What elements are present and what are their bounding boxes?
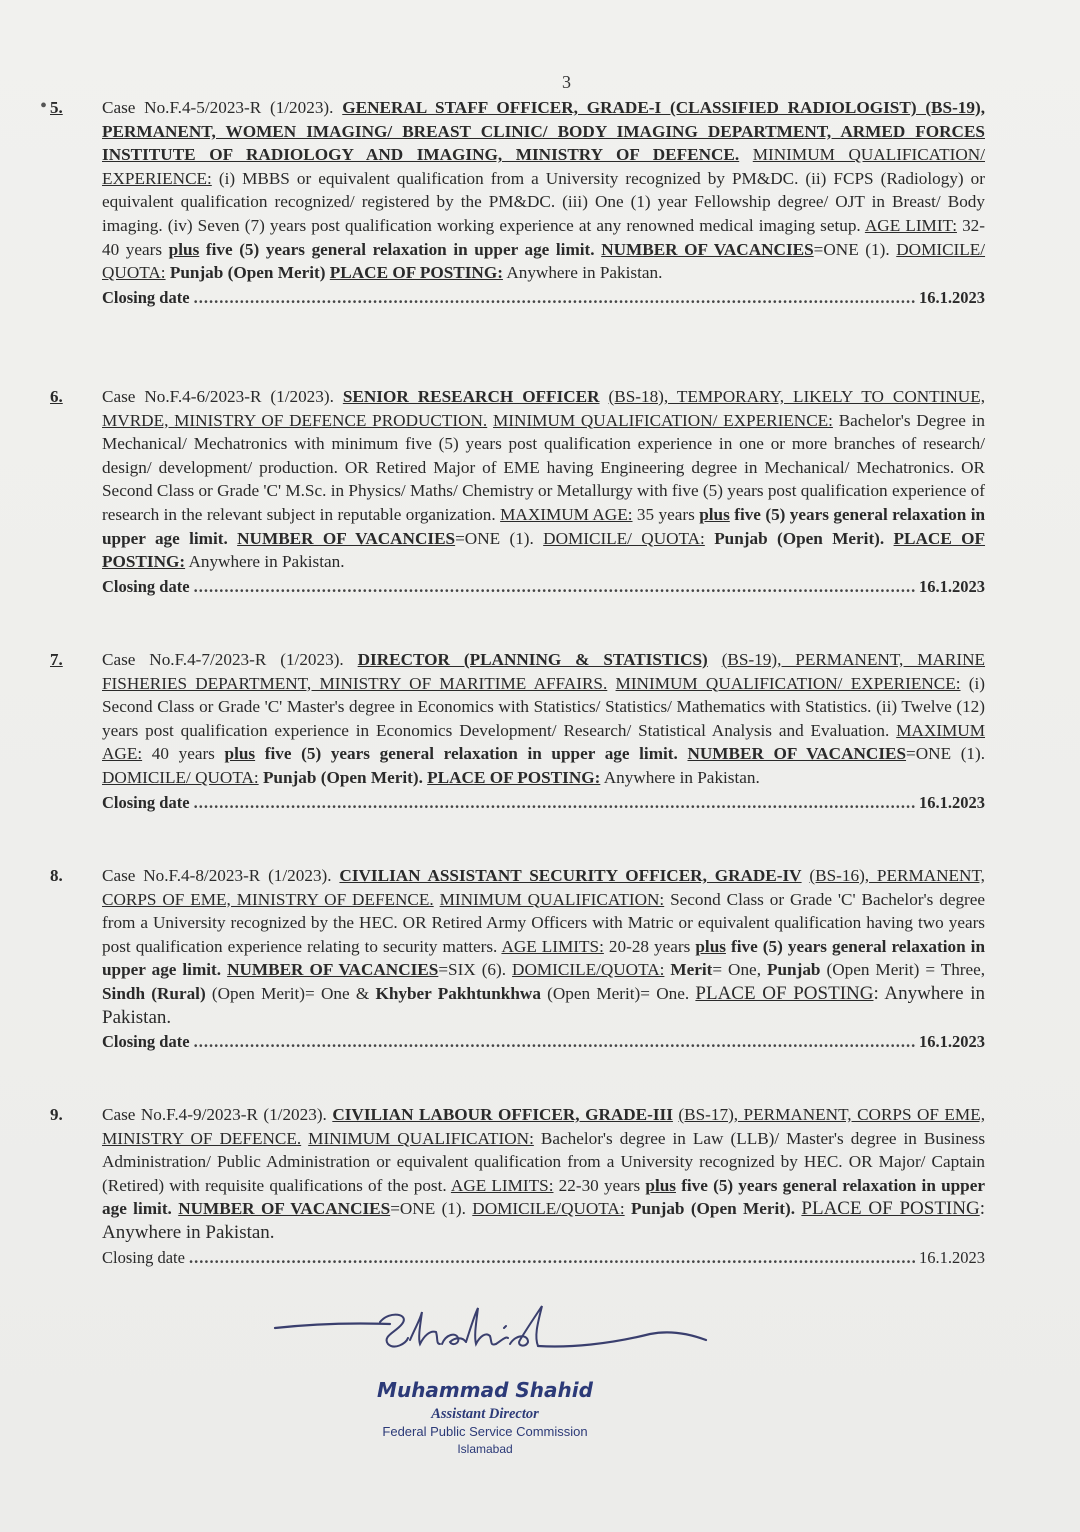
item-number: 9. bbox=[50, 1105, 63, 1124]
closing-date: 16.1.2023 bbox=[919, 576, 985, 596]
domicile-label: DOMICILE/ QUOTA: bbox=[102, 239, 986, 283]
domicile-label: DOMICILE/QUOTA: bbox=[512, 960, 665, 980]
vacancies-label: NUMBER OF VACANCIES bbox=[687, 744, 907, 764]
age-text: 20-28 years bbox=[608, 936, 691, 956]
domicile-text: Punjab (Open Merit). bbox=[714, 528, 885, 548]
case-number: Case No.F.4-9/2023-R (1/2023). bbox=[102, 1105, 327, 1124]
domicile-label: DOMICILE/ QUOTA: bbox=[543, 528, 705, 548]
quota-kp-value: (Open Merit)= One. bbox=[547, 983, 690, 1003]
quota-punjab: Punjab bbox=[767, 960, 821, 980]
dot-leader bbox=[194, 575, 915, 599]
vacancies-text: =ONE (1). bbox=[390, 1199, 466, 1219]
relaxation-text: five (5) years general relaxation in upper age limit. bbox=[205, 239, 595, 259]
relaxation-text: five (5) years general relaxation in upper age limit. bbox=[102, 504, 986, 548]
closing-date: 16.1.2023 bbox=[919, 287, 985, 307]
closing-date: 16.1.2023 bbox=[919, 1032, 985, 1052]
plus-text: plus bbox=[645, 1175, 676, 1195]
closing-date: 16.1.2023 bbox=[919, 792, 985, 812]
item-number: 6. bbox=[50, 387, 63, 406]
dot-leader bbox=[194, 791, 915, 815]
qualification-label: MINIMUM QUALIFICATION/ EXPERIENCE: bbox=[492, 410, 833, 430]
posting-label: PLACE OF POSTING: bbox=[102, 528, 986, 572]
age-text: 22-30 years bbox=[558, 1175, 641, 1195]
domicile-text: Punjab (Open Merit). bbox=[262, 767, 423, 787]
plus-text: plus bbox=[168, 239, 200, 259]
post-title-rest: (BS-19), PERMANENT, MARINE FISHERIES DEPARTMENT, MINISTRY OF MARITIME AFFAIRS. bbox=[102, 650, 986, 693]
age-label: MAXIMUM AGE: bbox=[102, 720, 985, 764]
quota-sindh: Sindh (Rural) bbox=[102, 983, 206, 1003]
item-number: 7. bbox=[50, 650, 63, 669]
relaxation-text: five (5) years general relaxation in upper age limit. bbox=[102, 936, 986, 980]
post-title-rest: (BS-17), PERMANENT, CORPS OF EME, MINISTRY OF DEFENCE. bbox=[102, 1105, 986, 1148]
posting-label: PLACE OF POSTING: bbox=[329, 263, 503, 283]
posting-text: Anywhere in Pakistan. bbox=[188, 552, 345, 572]
signatory-name: Muhammad Shahid bbox=[377, 1378, 593, 1402]
age-label: AGE LIMIT: bbox=[864, 215, 957, 235]
post-title: CIVILIAN ASSISTANT SECURITY OFFICER, GRADE-IV bbox=[339, 866, 802, 885]
age-text: 35 years bbox=[636, 504, 695, 524]
qualification-label: MINIMUM QUALIFICATION: bbox=[308, 1128, 534, 1148]
dot-leader bbox=[194, 286, 915, 310]
closing-date-row bbox=[102, 791, 985, 815]
quota-merit-value: = One, bbox=[712, 960, 761, 980]
posting-label: PLACE OF POSTING bbox=[695, 982, 874, 1004]
vacancies-label: NUMBER OF VACANCIES bbox=[237, 528, 456, 548]
domicile-label: DOMICILE/ QUOTA: bbox=[102, 767, 259, 787]
posting-text: Anywhere in Pakistan. bbox=[603, 767, 760, 787]
vacancies-label: NUMBER OF VACANCIES bbox=[227, 960, 439, 980]
post-title-rest: (BS-18), TEMPORARY, LIKELY TO CONTINUE, MVRDE, MINISTRY OF DEFENCE PRODUCTION. bbox=[102, 387, 985, 430]
vacancy-item-9 bbox=[50, 1103, 985, 1269]
domicile-label: DOMICILE/QUOTA: bbox=[472, 1199, 625, 1219]
vacancies-text: =ONE (1). bbox=[813, 239, 890, 259]
age-label: AGE LIMITS: bbox=[450, 1175, 554, 1195]
post-title-rest: (BS-16), PERMANENT, CORPS OF EME, MINISTRY OF DEFENCE. bbox=[102, 866, 985, 909]
vacancies-text: =SIX (6). bbox=[438, 960, 507, 980]
qualification-text: (i) MBBS or equivalent qualification from a University recognized by PM&DC. (ii) FCPS (Radiology) or equivalent qualification recognized/ registered by the PM&DC. (iii) One (1) year Fellowship degree/ OJT in Breast/ Body imaging. (iv) Seven (7) years post qualification working experience at any renowned medical imaging setup. bbox=[102, 168, 985, 235]
closing-date-label: Closing date bbox=[102, 1247, 185, 1267]
domicile-text: Punjab (Open Merit). bbox=[630, 1199, 796, 1219]
vacancy-item-8 bbox=[50, 864, 985, 1054]
item-body bbox=[102, 648, 985, 814]
quota-sindh-value: (Open Merit)= One & bbox=[211, 983, 370, 1003]
post-title: CIVILIAN LABOUR OFFICER, GRADE-III bbox=[332, 1105, 673, 1124]
signatory-city: Islamabad bbox=[457, 1442, 513, 1456]
signature-block bbox=[270, 1300, 740, 1500]
dot-leader bbox=[189, 1246, 915, 1270]
qualification-label: MINIMUM QUALIFICATION/ EXPERIENCE: bbox=[615, 673, 961, 693]
vacancies-label: NUMBER OF VACANCIES bbox=[178, 1199, 391, 1219]
case-number: Case No.F.4-6/2023-R (1/2023). bbox=[102, 387, 334, 406]
posting-label: PLACE OF POSTING: bbox=[427, 767, 601, 787]
relaxation-text: five (5) years general relaxation in upper age limit. bbox=[102, 1175, 985, 1219]
posting-label: PLACE OF POSTING bbox=[801, 1198, 980, 1220]
closing-date-label: Closing date bbox=[102, 792, 190, 812]
vacancies-label: NUMBER OF VACANCIES bbox=[601, 239, 814, 259]
posting-text: Anywhere in Pakistan. bbox=[506, 263, 663, 283]
post-title: GENERAL STAFF OFFICER, GRADE-I (CLASSIFIED RADIOLOGIST) (BS-19), PERMANENT, WOMEN IMAGING/ BREAST CLINIC/ BODY IMAGING DEPARTMENT, ARMED FORCES INSTITUTE OF RADIOLOGY AND IMAGING, MINISTRY OF DEFENCE. bbox=[102, 98, 985, 165]
age-label: AGE LIMITS: bbox=[501, 936, 604, 956]
page-number: 3 bbox=[562, 72, 571, 92]
margin-mark: • bbox=[40, 95, 48, 117]
vacancies-text: =ONE (1). bbox=[906, 744, 986, 764]
quota-merit: Merit bbox=[670, 960, 713, 980]
qualification-text: Second Class or Grade 'C' Bachelor's degree from a University recognized by the HEC. OR Retired Army Officers with Matric or equivalent qualification having two years post qualification experience relating to security matters. bbox=[102, 889, 986, 956]
item-body bbox=[102, 864, 985, 1054]
case-number: Case No.F.4-8/2023-R (1/2023). bbox=[102, 866, 332, 885]
posting-text: : Anywhere in Pakistan. bbox=[102, 1198, 985, 1243]
qualification-text: Bachelor's degree in Law (LLB)/ Master's degree in Business Administration/ Public Administration or equivalent qualification from a University recognized by HEC. OR Major/ Captain (Retired) with requisite qualifications of the post. bbox=[102, 1128, 986, 1195]
item-body bbox=[102, 96, 985, 309]
case-number: Case No.F.4-5/2023-R (1/2023). bbox=[102, 98, 334, 117]
age-text: 40 years bbox=[151, 744, 215, 764]
quota-punjab-value: (Open Merit) = Three, bbox=[826, 960, 986, 980]
closing-date-label: Closing date bbox=[102, 1032, 190, 1052]
closing-date-row bbox=[102, 286, 985, 310]
item-number: 8. bbox=[50, 866, 63, 885]
age-text: 32-40 years bbox=[102, 215, 985, 259]
vacancy-item-5 bbox=[50, 96, 985, 309]
dot-leader bbox=[194, 1030, 915, 1054]
plus-text: plus bbox=[695, 936, 726, 956]
vacancy-item-7 bbox=[50, 648, 985, 814]
closing-date-label: Closing date bbox=[102, 287, 190, 307]
quota-kp: Khyber Pakhtunkhwa bbox=[375, 983, 541, 1003]
qualification-label: MINIMUM QUALIFICATION: bbox=[439, 889, 665, 909]
case-number: Case No.F.4-7/2023-R (1/2023). bbox=[102, 650, 344, 669]
signatory-organization: Federal Public Service Commission bbox=[382, 1424, 588, 1439]
age-label: MAXIMUM AGE: bbox=[500, 504, 633, 524]
domicile-text: Punjab (Open Merit) bbox=[169, 263, 326, 283]
closing-date-row bbox=[102, 1030, 985, 1054]
handwritten-signature bbox=[270, 1300, 740, 1380]
post-title: DIRECTOR (PLANNING & STATISTICS) bbox=[357, 650, 708, 669]
post-title: SENIOR RESEARCH OFFICER bbox=[342, 387, 600, 406]
signatory-title: Assistant Director bbox=[431, 1406, 539, 1422]
closing-date-label: Closing date bbox=[102, 576, 190, 596]
plus-text: plus bbox=[224, 744, 256, 764]
qualification-label: MINIMUM QUALIFICATION/ EXPERIENCE: bbox=[102, 145, 985, 188]
closing-date-row bbox=[102, 1246, 985, 1270]
item-body bbox=[102, 1103, 985, 1269]
relaxation-text: five (5) years general relaxation in upper age limit. bbox=[264, 744, 678, 764]
qualification-text: Bachelor's Degree in Mechanical/ Mechatronics with minimum five (5) years post qualification experience in one or more branches of research/ design/ development/ production. OR Retired Major of EME having Engineering degree in Mechanical/ Mechatronics. OR Second Class or Grade 'C' M.Sc. in Physics/ Maths/ Chemistry or Metallurgy with five (5) years post qualification experience of research in the relevant subject in reputable organization. bbox=[102, 410, 985, 524]
vacancy-item-6 bbox=[50, 385, 985, 598]
qualification-text: (i) Second Class or Grade 'C' Master's degree in Economics with Statistics/ Statistics/ Mathematics with Statistics. (ii) Twelve (12) years post qualification experience in Economics Development/ Research/ Statistical Analysis and Evaluation. bbox=[102, 673, 985, 740]
posting-text: : Anywhere in Pakistan. bbox=[102, 982, 986, 1028]
item-body bbox=[102, 385, 985, 598]
plus-text: plus bbox=[699, 504, 730, 524]
vacancies-text: =ONE (1). bbox=[455, 528, 534, 548]
item-number: 5. bbox=[50, 98, 63, 117]
closing-date: 16.1.2023 bbox=[919, 1247, 985, 1267]
closing-date-row bbox=[102, 575, 985, 599]
